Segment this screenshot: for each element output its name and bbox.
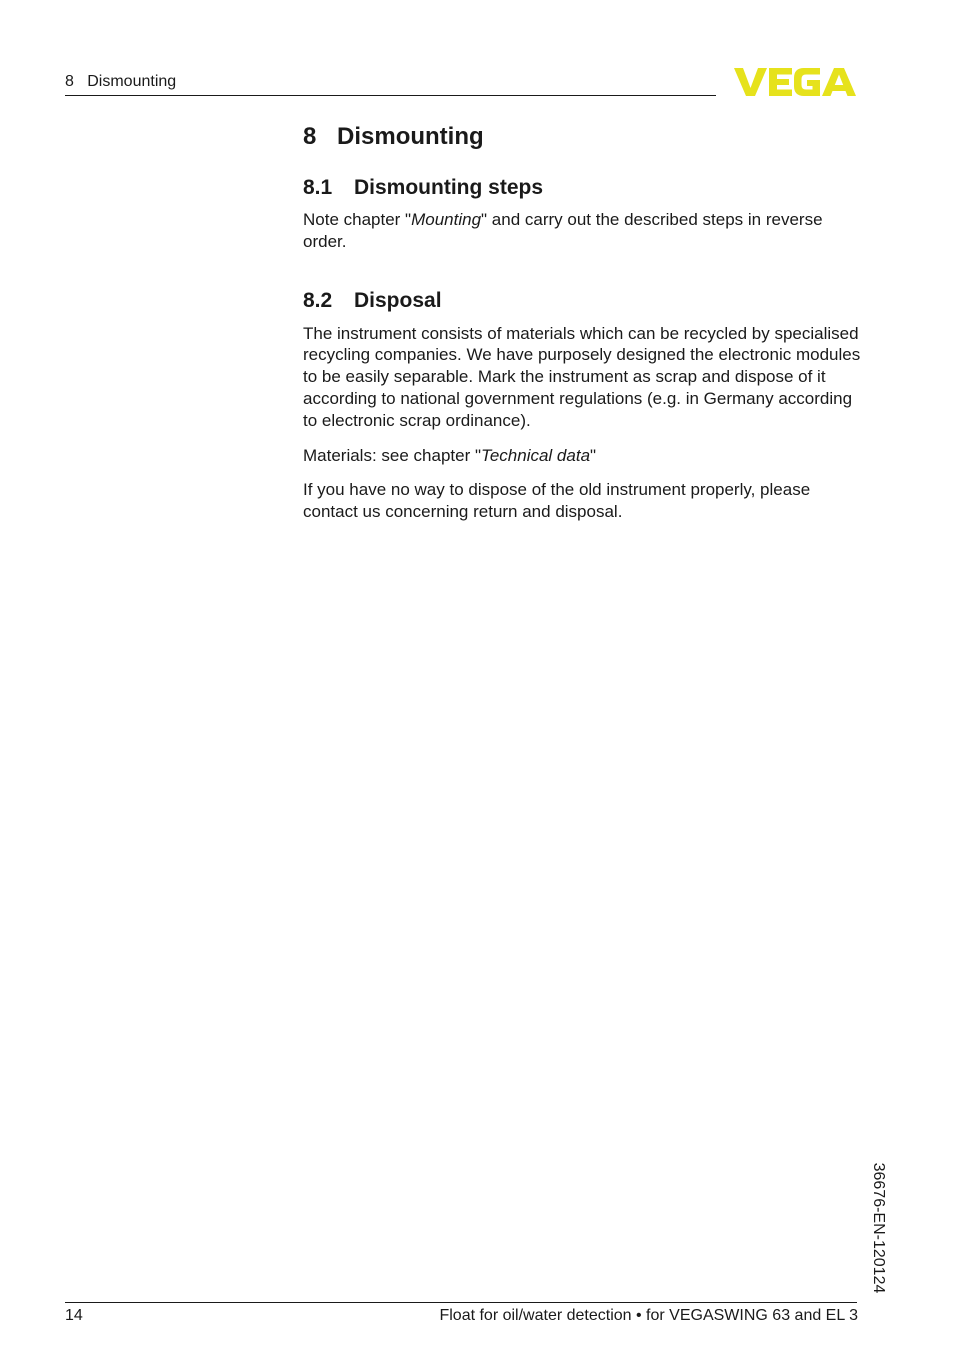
- chapter-number: 8: [303, 123, 317, 150]
- document-code: 36676-EN-120124: [870, 1162, 887, 1294]
- header-rule: [65, 95, 716, 96]
- section-number: 8.1: [303, 176, 333, 199]
- chapter-title: Dismounting: [337, 123, 484, 150]
- page-number: 14: [65, 1307, 83, 1324]
- section-title: Dismounting steps: [354, 176, 544, 199]
- section-number: 8.2: [303, 288, 333, 312]
- chapter-heading: [303, 120, 863, 154]
- footer-title: Float for oil/water detection • for VEGASWING 63 and EL 3: [439, 1307, 858, 1324]
- section-heading-dismounting-steps: [303, 173, 863, 203]
- materials-paragraph: Materials: see chapter "Technical data": [303, 445, 597, 465]
- return-paragraph: If you have no way to dispose of the old instrument properly, please contact us concerning return and disposal.: [303, 480, 811, 522]
- dismounting-steps-paragraph: Note chapter "Mounting" and carry out the described steps in reverse order.: [303, 210, 823, 251]
- mounting-chapter-reference: Mounting: [411, 210, 482, 229]
- section-title: Disposal: [354, 288, 442, 312]
- section-heading-disposal: [303, 286, 863, 316]
- page-content: [303, 120, 863, 523]
- footer-rule: [65, 1302, 857, 1303]
- technical-data-chapter-reference: Technical data: [481, 445, 591, 465]
- vega-logo: [734, 66, 858, 98]
- disposal-paragraph: The instrument consists of materials which can be recycled by specialised recycling companies. We have purposely designed the electronic modules to be easily separable. Mark the instrument as scrap and dispose of it according to national government regulations (e.g. in Germany according to electronic scrap ordinance).: [303, 323, 861, 430]
- running-header: 8 Dismounting: [65, 73, 177, 90]
